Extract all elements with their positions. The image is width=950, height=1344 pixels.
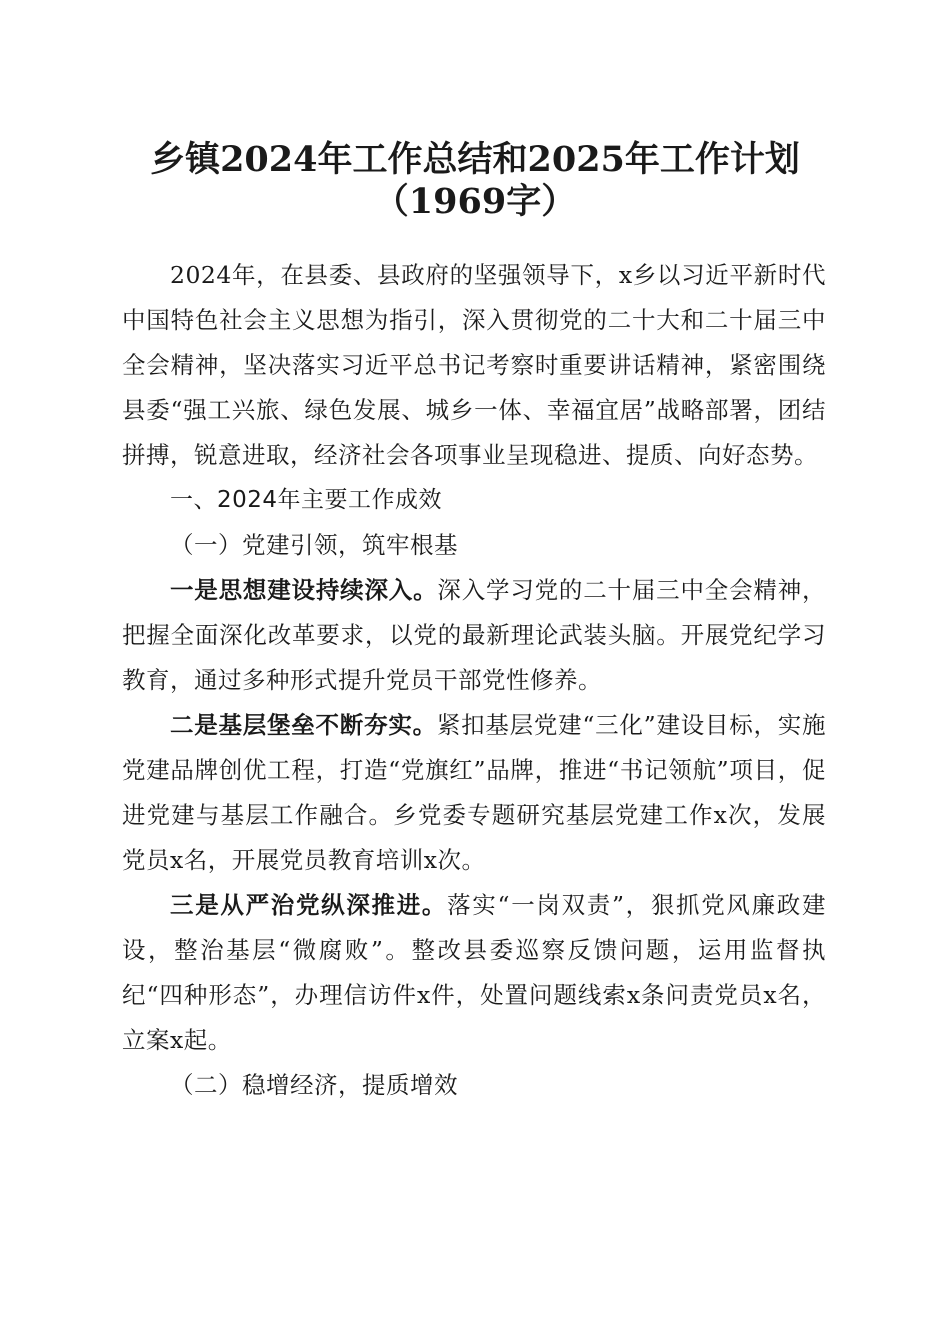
subsection-heading: （二）稳增经济，提质增效: [170, 1071, 458, 1099]
document-body: [122, 253, 826, 1108]
paragraph-grassroots: [122, 703, 826, 883]
section-heading: 一、2024年主要工作成效: [170, 487, 443, 513]
paragraph-text: 深入学习党的二十届三中全会精神，把握全面深化改革要求，以党的最新理论武装头脑。开展党纪学习教育，通过多种形式提升党员干部党性修养。: [122, 576, 827, 694]
paragraph-lead: 一是思想建设持续深入。: [170, 576, 438, 604]
intro-paragraph: 2024年，在县委、县政府的坚强领导下，x乡以习近平新时代中国特色社会主义思想为指引，深入贯彻党的二十大和二十届三中全会精神，坚决落实习近平总书记考察时重要讲话精神，紧密围绕县委“强工兴旅、绿色发展、城乡一体、幸福宜居”战略部署，团结拼搏，锐意进取，经济社会各项事业呈现稳进、提质、向好态势。: [122, 261, 826, 469]
paragraph-text: 落实“一岗双责”，狠抓党风廉政建设，整治基层“微腐败”。整改县委巡察反馈问题，运用监督执纪“四种形态”，办理信访件x件，处置问题线索x条问责党员x名，立案x起。: [122, 891, 827, 1054]
paragraph-party-discipline: [122, 883, 826, 1063]
paragraph-text: 紧扣基层党建“三化”建设目标，实施党建品牌创优工程，打造“党旗红”品牌，推进“书记领航”项目，促进党建与基层工作融合。乡党委专题研究基层党建工作x次，发展党员x名，开展党员教育培训x次。: [122, 711, 827, 874]
document-title: 乡镇2024年工作总结和2025年工作计划: [150, 139, 800, 180]
subsection-heading: （一）党建引领，筑牢根基: [170, 531, 458, 559]
paragraph-lead: 二是基层堡垒不断夯实。: [170, 711, 437, 739]
document-word-count: （1969字）: [373, 181, 577, 222]
paragraph-lead: 三是从严治党纵深推进。: [170, 891, 448, 919]
paragraph-thought-building: [122, 568, 826, 703]
